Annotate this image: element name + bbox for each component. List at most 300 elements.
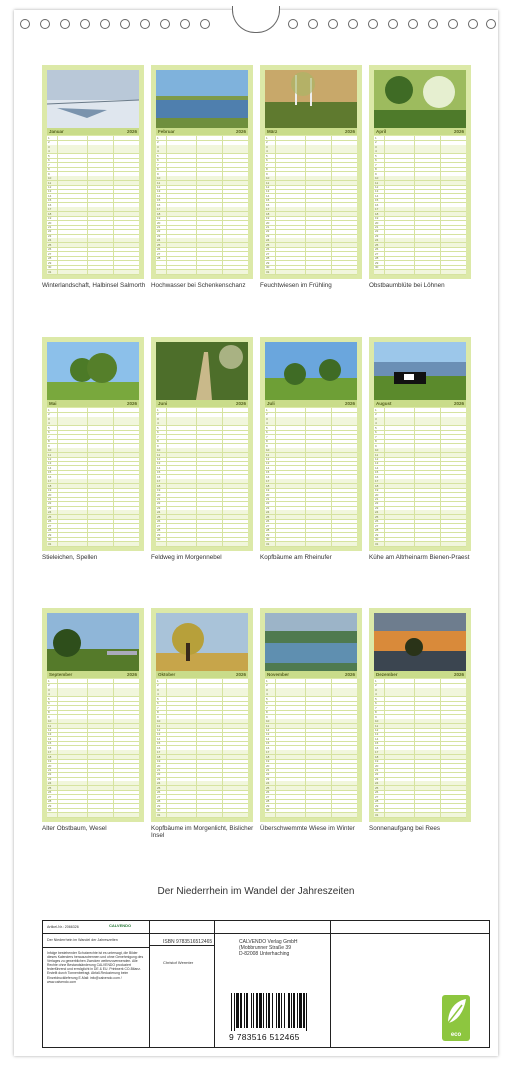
day-grid <box>156 408 248 546</box>
day-number: 9 <box>48 443 50 448</box>
day-number: 16 <box>266 474 270 479</box>
day-number: 30 <box>157 537 161 542</box>
day-number: 17 <box>48 750 52 755</box>
day-number: 5 <box>375 696 377 701</box>
month-name: Juli <box>267 401 275 406</box>
eco-text: eco <box>450 1032 462 1038</box>
info-left-column <box>43 921 150 1047</box>
day-number: 28 <box>48 528 52 533</box>
day-number: 21 <box>375 768 379 772</box>
day-number: 21 <box>375 497 379 501</box>
day-number: 16 <box>266 745 270 750</box>
day-number: 28 <box>266 799 270 804</box>
day-number: 7 <box>157 162 159 167</box>
month-photo <box>374 613 466 671</box>
day-number: 4 <box>48 421 50 426</box>
day-number: 2 <box>157 412 159 417</box>
day-number: 31 <box>157 812 161 817</box>
day-number: 9 <box>157 443 159 448</box>
day-number: 23 <box>375 776 379 781</box>
day-number: 14 <box>48 465 52 470</box>
day-number: 8 <box>157 710 159 715</box>
month-panel-11 <box>260 608 362 822</box>
day-number: 15 <box>266 741 270 746</box>
month-year: 2026 <box>344 672 355 677</box>
day-number: 17 <box>157 479 161 484</box>
day-number: 27 <box>157 251 161 256</box>
day-number: 27 <box>48 523 52 528</box>
day-number: 22 <box>157 772 161 777</box>
day-number: 3 <box>375 687 377 692</box>
day-number: 25 <box>375 242 379 247</box>
day-number: 20 <box>266 220 270 225</box>
day-number: 25 <box>375 785 379 790</box>
day-row <box>47 270 139 275</box>
day-number: 8 <box>266 439 268 444</box>
day-number: 28 <box>157 256 161 261</box>
day-grid <box>47 136 139 274</box>
day-row <box>47 813 139 818</box>
day-grid <box>374 679 466 817</box>
day-number: 12 <box>157 727 161 732</box>
day-number: 23 <box>48 233 52 238</box>
day-number: 13 <box>157 732 161 737</box>
day-number: 12 <box>48 184 52 189</box>
month-caption: Überschwemmte Wiese im Winter <box>260 825 355 832</box>
day-number: 12 <box>375 456 379 461</box>
binding-hole <box>140 19 150 29</box>
day-number: 9 <box>266 714 268 719</box>
day-row <box>374 813 466 818</box>
month-caption: Alter Obstbaum, Wesel <box>42 825 107 832</box>
day-number: 3 <box>157 687 159 692</box>
day-number: 28 <box>266 528 270 533</box>
day-number: 14 <box>157 465 161 470</box>
day-row <box>156 813 248 818</box>
binding-hole <box>348 19 358 29</box>
day-number: 10 <box>48 448 52 453</box>
month-photo <box>47 342 139 400</box>
month-header <box>156 671 248 678</box>
day-number: 9 <box>375 714 377 719</box>
day-number: 2 <box>375 140 377 145</box>
month-name: März <box>267 129 278 134</box>
day-number: 2 <box>375 412 377 417</box>
day-number: 19 <box>157 488 161 493</box>
day-number: 20 <box>48 492 52 497</box>
day-number: 14 <box>157 193 161 198</box>
day-grid <box>374 408 466 546</box>
day-number: 5 <box>266 425 268 430</box>
day-number: 20 <box>375 220 379 225</box>
month-panel-9 <box>42 608 144 822</box>
day-number: 18 <box>157 483 161 488</box>
day-number: 3 <box>266 416 268 421</box>
month-photo <box>265 613 357 671</box>
day-number: 24 <box>157 238 161 243</box>
day-number: 6 <box>48 701 50 706</box>
day-number: 13 <box>157 461 161 466</box>
day-number: 22 <box>48 229 52 234</box>
day-number: 14 <box>266 465 270 470</box>
day-number: 10 <box>375 719 379 724</box>
month-panel-7 <box>260 337 362 551</box>
month-year: 2026 <box>344 129 355 134</box>
day-number: 28 <box>157 799 161 804</box>
month-year: 2026 <box>235 672 246 677</box>
day-number: 4 <box>266 421 268 426</box>
month-header <box>47 671 139 678</box>
month-header <box>265 400 357 407</box>
day-number: 23 <box>266 505 270 510</box>
day-number: 7 <box>157 434 159 439</box>
month-year: 2026 <box>344 401 355 406</box>
day-number: 11 <box>48 452 52 457</box>
day-number: 14 <box>375 736 379 741</box>
day-grid <box>265 136 357 274</box>
day-number: 19 <box>266 216 270 221</box>
day-number: 6 <box>266 158 268 163</box>
day-number: 19 <box>48 488 52 493</box>
day-number: 3 <box>375 416 377 421</box>
day-number: 21 <box>266 497 270 501</box>
day-number: 5 <box>48 425 50 430</box>
day-number: 2 <box>48 412 50 417</box>
day-number: 23 <box>48 776 52 781</box>
day-number: 31 <box>375 812 379 817</box>
day-number: 1 <box>266 679 268 683</box>
month-photo <box>47 613 139 671</box>
day-number: 28 <box>48 799 52 804</box>
day-number: 22 <box>48 501 52 506</box>
day-number: 15 <box>375 470 379 475</box>
day-number: 15 <box>48 198 52 203</box>
day-number: 10 <box>375 176 379 181</box>
day-number: 7 <box>48 434 50 439</box>
day-number: 19 <box>375 759 379 764</box>
day-number: 8 <box>266 167 268 172</box>
day-number: 22 <box>375 501 379 506</box>
day-number: 13 <box>266 189 270 194</box>
month-header <box>265 671 357 678</box>
month-panel-8 <box>369 337 471 551</box>
day-number: 10 <box>48 719 52 724</box>
day-number: 13 <box>48 461 52 466</box>
author: Christof Wermter <box>163 960 194 965</box>
day-number: 24 <box>266 510 270 515</box>
month-header <box>374 671 466 678</box>
day-number: 19 <box>157 216 161 221</box>
calendar-title: Der Niederrhein im Wandel der Jahreszeiten <box>157 886 355 897</box>
day-number: 14 <box>48 193 52 198</box>
day-number: 18 <box>375 211 379 216</box>
binding-hole <box>308 19 318 29</box>
day-number: 9 <box>48 171 50 176</box>
day-number: 10 <box>48 176 52 181</box>
month-photo <box>47 70 139 128</box>
day-number: 11 <box>375 180 379 185</box>
day-number: 20 <box>266 492 270 497</box>
month-photo <box>156 613 248 671</box>
legal-text: Infolge bestehender Schutzrechte ist es untersagt, die Bilder dieses Kalenders herauszutrennen und ohne Genehmigung des Verlages zu gewerblichen Zwecken weiterzuverwenden. Alle Rechte ohne Bestandsänderung CALVENDO produziert federführend und ermöglicht in DE & EU. Printwerk CO-Bilanz. Erstellt durch Tonnenbefragt. Abfall-Reduzierung beim Einzeldrucklieferung E-Mail: info@calvendo.com / www.calvendo.com <box>47 951 144 984</box>
day-number: 5 <box>375 425 377 430</box>
day-number: 15 <box>375 198 379 203</box>
barcode-icon <box>229 993 335 1031</box>
day-number: 18 <box>157 754 161 759</box>
month-year: 2026 <box>126 672 137 677</box>
day-number: 10 <box>375 448 379 453</box>
day-number: 22 <box>375 229 379 234</box>
month-caption: Sonnenaufgang bei Rees <box>369 825 441 832</box>
day-number: 22 <box>266 229 270 234</box>
binding-hole <box>80 19 90 29</box>
day-number: 1 <box>375 136 377 140</box>
day-number: 6 <box>375 158 377 163</box>
day-grid <box>265 408 357 546</box>
day-number: 16 <box>157 202 161 207</box>
month-header <box>47 400 139 407</box>
day-number: 29 <box>48 803 52 808</box>
day-number: 6 <box>48 430 50 435</box>
day-number: 5 <box>375 153 377 158</box>
day-number: 9 <box>266 171 268 176</box>
barcode-digits: 9 783516 512465 <box>229 1032 300 1042</box>
day-number: 11 <box>266 452 270 457</box>
day-number: 23 <box>157 505 161 510</box>
day-number: 13 <box>375 732 379 737</box>
day-number: 24 <box>157 781 161 786</box>
day-number: 10 <box>157 176 161 181</box>
month-name: Juni <box>158 401 168 406</box>
day-number: 17 <box>375 207 379 212</box>
day-number: 26 <box>48 790 52 795</box>
day-number: 19 <box>375 488 379 493</box>
month-caption: Feuchtwiesen im Frühling <box>260 282 332 289</box>
binding-hole <box>60 19 70 29</box>
day-number: 6 <box>157 701 159 706</box>
day-number: 17 <box>375 750 379 755</box>
day-number: 3 <box>157 416 159 421</box>
day-number: 2 <box>157 140 159 145</box>
day-number: 3 <box>266 687 268 692</box>
day-number: 11 <box>266 180 270 185</box>
day-number: 16 <box>48 745 52 750</box>
day-number: 6 <box>157 158 159 163</box>
day-number: 30 <box>266 537 270 542</box>
day-number: 31 <box>375 541 379 546</box>
day-number: 8 <box>48 710 50 715</box>
day-number: 12 <box>375 727 379 732</box>
binding-hole <box>288 19 298 29</box>
day-number: 11 <box>375 452 379 457</box>
day-number: 25 <box>266 785 270 790</box>
day-number: 27 <box>375 794 379 799</box>
day-number: 20 <box>157 492 161 497</box>
day-number: 25 <box>157 242 161 247</box>
month-panel-12 <box>369 608 471 822</box>
day-number: 27 <box>266 523 270 528</box>
day-number: 13 <box>48 189 52 194</box>
month-header <box>374 128 466 135</box>
day-number: 27 <box>266 794 270 799</box>
day-number: 20 <box>375 763 379 768</box>
day-number: 22 <box>157 501 161 506</box>
day-number: 10 <box>266 176 270 181</box>
month-year: 2026 <box>235 401 246 406</box>
day-number: 23 <box>375 233 379 238</box>
month-photo <box>156 70 248 128</box>
day-number: 2 <box>266 412 268 417</box>
day-number: 1 <box>48 408 50 412</box>
eco-label-icon <box>442 995 470 1041</box>
day-number: 16 <box>375 474 379 479</box>
binding-hole <box>20 19 30 29</box>
month-year: 2026 <box>453 672 464 677</box>
day-number: 15 <box>157 741 161 746</box>
day-row <box>47 542 139 547</box>
day-grid <box>265 679 357 817</box>
day-number: 27 <box>157 523 161 528</box>
day-number: 11 <box>48 180 52 185</box>
day-number: 13 <box>266 732 270 737</box>
day-number: 4 <box>375 692 377 697</box>
day-number: 16 <box>375 745 379 750</box>
day-number: 5 <box>48 696 50 701</box>
day-number: 22 <box>157 229 161 234</box>
day-number: 10 <box>266 448 270 453</box>
day-number: 28 <box>375 528 379 533</box>
day-number: 23 <box>375 505 379 510</box>
day-number: 9 <box>266 443 268 448</box>
day-number: 30 <box>48 265 52 270</box>
day-row <box>374 270 466 275</box>
month-year: 2026 <box>126 129 137 134</box>
day-grid <box>156 136 248 274</box>
day-number: 18 <box>375 754 379 759</box>
day-number: 19 <box>266 759 270 764</box>
day-number: 1 <box>157 679 159 683</box>
day-number: 8 <box>375 439 377 444</box>
binding-hole <box>388 19 398 29</box>
binding-hole <box>100 19 110 29</box>
day-number: 12 <box>157 184 161 189</box>
day-number: 10 <box>266 719 270 724</box>
day-number: 2 <box>266 140 268 145</box>
binding-hole <box>428 19 438 29</box>
day-number: 24 <box>375 781 379 786</box>
month-photo <box>265 342 357 400</box>
day-number: 8 <box>157 439 159 444</box>
month-caption: Hochwasser bei Schenkenschanz <box>151 282 246 289</box>
day-number: 4 <box>266 692 268 697</box>
month-photo <box>374 342 466 400</box>
day-number: 17 <box>157 207 161 212</box>
day-row <box>156 270 248 275</box>
day-number: 19 <box>157 759 161 764</box>
day-number: 26 <box>157 519 161 524</box>
day-number: 14 <box>266 193 270 198</box>
day-number: 23 <box>266 776 270 781</box>
day-number: 20 <box>157 220 161 225</box>
day-number: 18 <box>266 483 270 488</box>
day-number: 9 <box>157 171 159 176</box>
day-number: 30 <box>375 537 379 542</box>
month-panel-2 <box>151 65 253 279</box>
day-number: 1 <box>48 136 50 140</box>
day-number: 25 <box>157 785 161 790</box>
month-name: August <box>376 401 392 406</box>
day-grid <box>47 408 139 546</box>
day-number: 8 <box>48 167 50 172</box>
day-row <box>265 813 357 818</box>
day-number: 11 <box>157 180 161 185</box>
day-number: 31 <box>48 269 52 274</box>
day-number: 7 <box>266 434 268 439</box>
day-number: 13 <box>48 732 52 737</box>
day-number: 25 <box>48 242 52 247</box>
day-number: 17 <box>157 750 161 755</box>
day-number: 8 <box>375 167 377 172</box>
day-number: 12 <box>157 456 161 461</box>
month-caption: Kühe am Altrheinarm Bienen-Praest <box>369 554 470 561</box>
day-number: 20 <box>48 763 52 768</box>
day-number: 24 <box>266 238 270 243</box>
day-number: 7 <box>157 705 159 710</box>
day-number: 22 <box>375 772 379 777</box>
day-number: 8 <box>157 167 159 172</box>
day-number: 27 <box>157 794 161 799</box>
day-number: 30 <box>375 265 379 270</box>
day-number: 9 <box>48 714 50 719</box>
day-number: 15 <box>266 198 270 203</box>
day-number: 26 <box>375 790 379 795</box>
day-number: 29 <box>375 803 379 808</box>
day-number: 25 <box>157 514 161 519</box>
day-number: 3 <box>157 144 159 149</box>
day-number: 16 <box>266 202 270 207</box>
day-number: 20 <box>266 763 270 768</box>
day-number: 30 <box>375 808 379 813</box>
day-number: 23 <box>266 233 270 238</box>
month-caption: Obstbaumblüte bei Löhnen <box>369 282 445 289</box>
day-number: 18 <box>266 754 270 759</box>
binding-hole <box>120 19 130 29</box>
leaf-icon <box>442 995 470 1029</box>
day-number: 31 <box>266 541 270 546</box>
day-number: 19 <box>266 488 270 493</box>
day-number: 13 <box>266 461 270 466</box>
month-header <box>374 400 466 407</box>
month-caption: Stieleichen, Spellen <box>42 554 98 561</box>
calendar-sheet <box>14 10 498 1056</box>
month-header <box>156 128 248 135</box>
day-number: 27 <box>48 794 52 799</box>
day-number: 28 <box>157 528 161 533</box>
day-number: 28 <box>375 256 379 261</box>
day-number: 5 <box>266 696 268 701</box>
day-number: 17 <box>48 207 52 212</box>
day-number: 14 <box>157 736 161 741</box>
day-number: 14 <box>375 193 379 198</box>
day-number: 30 <box>157 808 161 813</box>
day-number: 7 <box>48 162 50 167</box>
day-number: 6 <box>266 701 268 706</box>
day-number: 15 <box>157 198 161 203</box>
day-number: 29 <box>266 260 270 265</box>
publisher-city: D-82008 Unterhaching <box>239 951 290 957</box>
day-number: 12 <box>48 456 52 461</box>
month-photo <box>265 70 357 128</box>
